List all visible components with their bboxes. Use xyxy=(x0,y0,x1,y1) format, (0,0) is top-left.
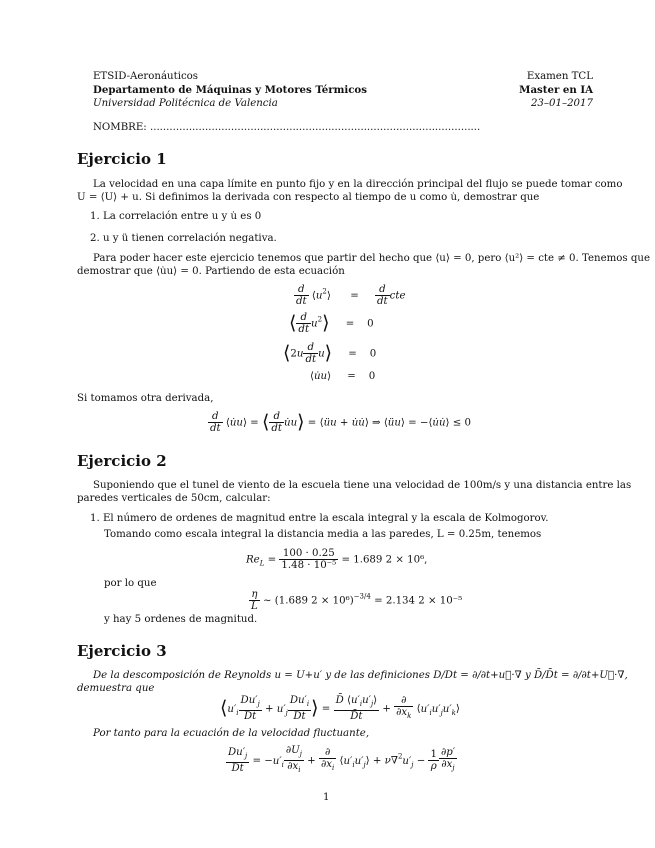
course-name: Master en IA xyxy=(519,84,593,96)
equation-2a: $Re_L$ = $\frac{100 \cdot 0.25}{\text{1.48 · 10⁻⁵}}$ = 1.689 2 × 10⁶, xyxy=(246,548,428,571)
equation-1e: $\frac{d}{dt}$ ⟨u̇u⟩ = ⟨ $\frac{d}{dt}$ u̇u⟩ = ⟨üu + u̇u̇⟩ ⇒ ⟨üu⟩ = −⟨u̇u̇⟩ ≤ 0 xyxy=(210,411,472,434)
eq2a-numerator: 100 · 0.25 xyxy=(279,548,338,560)
ex3-intro-line2: demuestra que xyxy=(77,683,155,694)
ex2-solution-text: Tomando como escala integral la distancia media a las paredes, L = 0.25m, tenemos xyxy=(104,529,542,540)
eq2a-result: = 1.689 2 × 10⁶, xyxy=(341,554,428,566)
ex1-solution-line1: Para poder hacer este ejercicio tenemos que partir del hecho que ⟨u⟩ = 0, pero ⟨u²⟩ = cte ≠ 0. Tenemos que xyxy=(93,253,650,264)
ex1-after-text: Si tomamos otra derivada, xyxy=(77,393,214,404)
ex1-item-1: 1. La correlación entre u y u̇ es 0 xyxy=(90,211,262,222)
exam-date: 23–01–2017 xyxy=(530,98,593,109)
ex1-intro-line2: U = ⟨U⟩ + u. Si definimos la derivada con respecto al tiempo de u como u̇, demostrar que xyxy=(77,192,540,203)
ex1-item-2: 2. u y ü tienen correlación negativa. xyxy=(90,233,277,244)
equation-3b: $\frac{Du'_j}{Dt}$ = $-u'_i$ $\frac{\partial U_j}{\partial x_i}$ + $\frac{\partial}{\partial x_i}$ $⟨u'_iu'_j⟩ + \nu\nabla^2u'_j$ − $\frac{1}{\rho}$ $\frac{\partial p'}{\partial x_j}$ xyxy=(228,745,456,774)
eq2b-result: = 2.134 2 × 10⁻⁵ xyxy=(374,595,463,607)
exam-title: Examen TCL xyxy=(526,71,593,82)
ex2-intro-line2: paredes verticales de 50cm, calcular: xyxy=(77,493,271,504)
exercise-1-title: Ejercicio 1 xyxy=(77,150,167,168)
equation-3a: $⟨u'_i$ $\frac{Du'_j}{Dt}$ + $u'_j$ $\frac{Du'_i}{Dt}$ ⟩ = $\frac{D̄ ⟨u'_iu'_j⟩}{D̄t}$ + $\frac{\partial}{\partial x_k}$ $⟨u'_iu'_ju'_k⟩$ xyxy=(220,695,460,722)
ex1-intro-line1: La velocidad en una capa límite en punto fijo y en la dirección principal del flujo se puede tomar como xyxy=(93,179,623,190)
ex2-item-1: 1. El número de ordenes de magnitud entre la escala integral y la escala de Kolmogorov. xyxy=(90,513,549,524)
department-name: Departamento de Máquinas y Motores Térmicos xyxy=(93,84,367,96)
equation-1d: ⟨u̇u⟩ = 0 xyxy=(310,371,376,382)
equation-1b: ⟨ $\frac{d}{dt}$ $u^2⟩$ = 0 xyxy=(289,312,374,335)
ex2-por-lo-que: por lo que xyxy=(104,578,157,589)
ex1-solution-line2: demostrar que ⟨u̇u⟩ = 0. Partiendo de esta ecuación xyxy=(77,266,345,277)
ex2-intro-line1: Suponiendo que el tunel de viento de la escuela tiene una velocidad de 100m/s y una distancia entre las xyxy=(93,480,632,491)
equation-1a: $\frac{d}{dt}$ $⟨u^2⟩$ = $\frac{d}{dt}$ cte xyxy=(296,284,406,307)
page-number: 1 xyxy=(323,792,330,803)
ex3-por-tanto: Por tanto para la ecuación de la velocidad fluctuante, xyxy=(93,728,370,739)
ex3-intro-line1: De la descomposición de Reynolds u = U+u′ y de las definiciones D/Dt = ∂/∂t+u⃗·∇ y D̄/D̄t = ∂/∂t+U⃗·∇, xyxy=(93,670,628,681)
school-name: ETSID-Aeronáuticos xyxy=(93,71,199,82)
eq2b-scaling: ∼ (1.689 2 × 10⁶) xyxy=(263,595,354,607)
ex2-conclusion: y hay 5 ordenes de magnitud. xyxy=(104,614,258,625)
equation-1c: ⟨2u $\frac{d}{dt}$ u⟩ = 0 xyxy=(283,342,377,365)
eq2a-denominator: 1.48 · 10⁻⁵ xyxy=(281,560,337,571)
exercise-3-title: Ejercicio 3 xyxy=(77,642,167,660)
equation-2b: $\frac{\eta}{L}$ ∼ (1.689 2 × 10⁶)$^{-3/4}$ = 2.134 2 × 10⁻⁵ xyxy=(251,589,463,612)
university-name: Universidad Politécnica de Valencia xyxy=(93,98,278,109)
eq2b-exponent: −3/4 xyxy=(353,592,371,601)
name-field[interactable]: NOMBRE: ...................................................................................................... xyxy=(93,122,481,133)
exercise-2-title: Ejercicio 2 xyxy=(77,452,167,470)
